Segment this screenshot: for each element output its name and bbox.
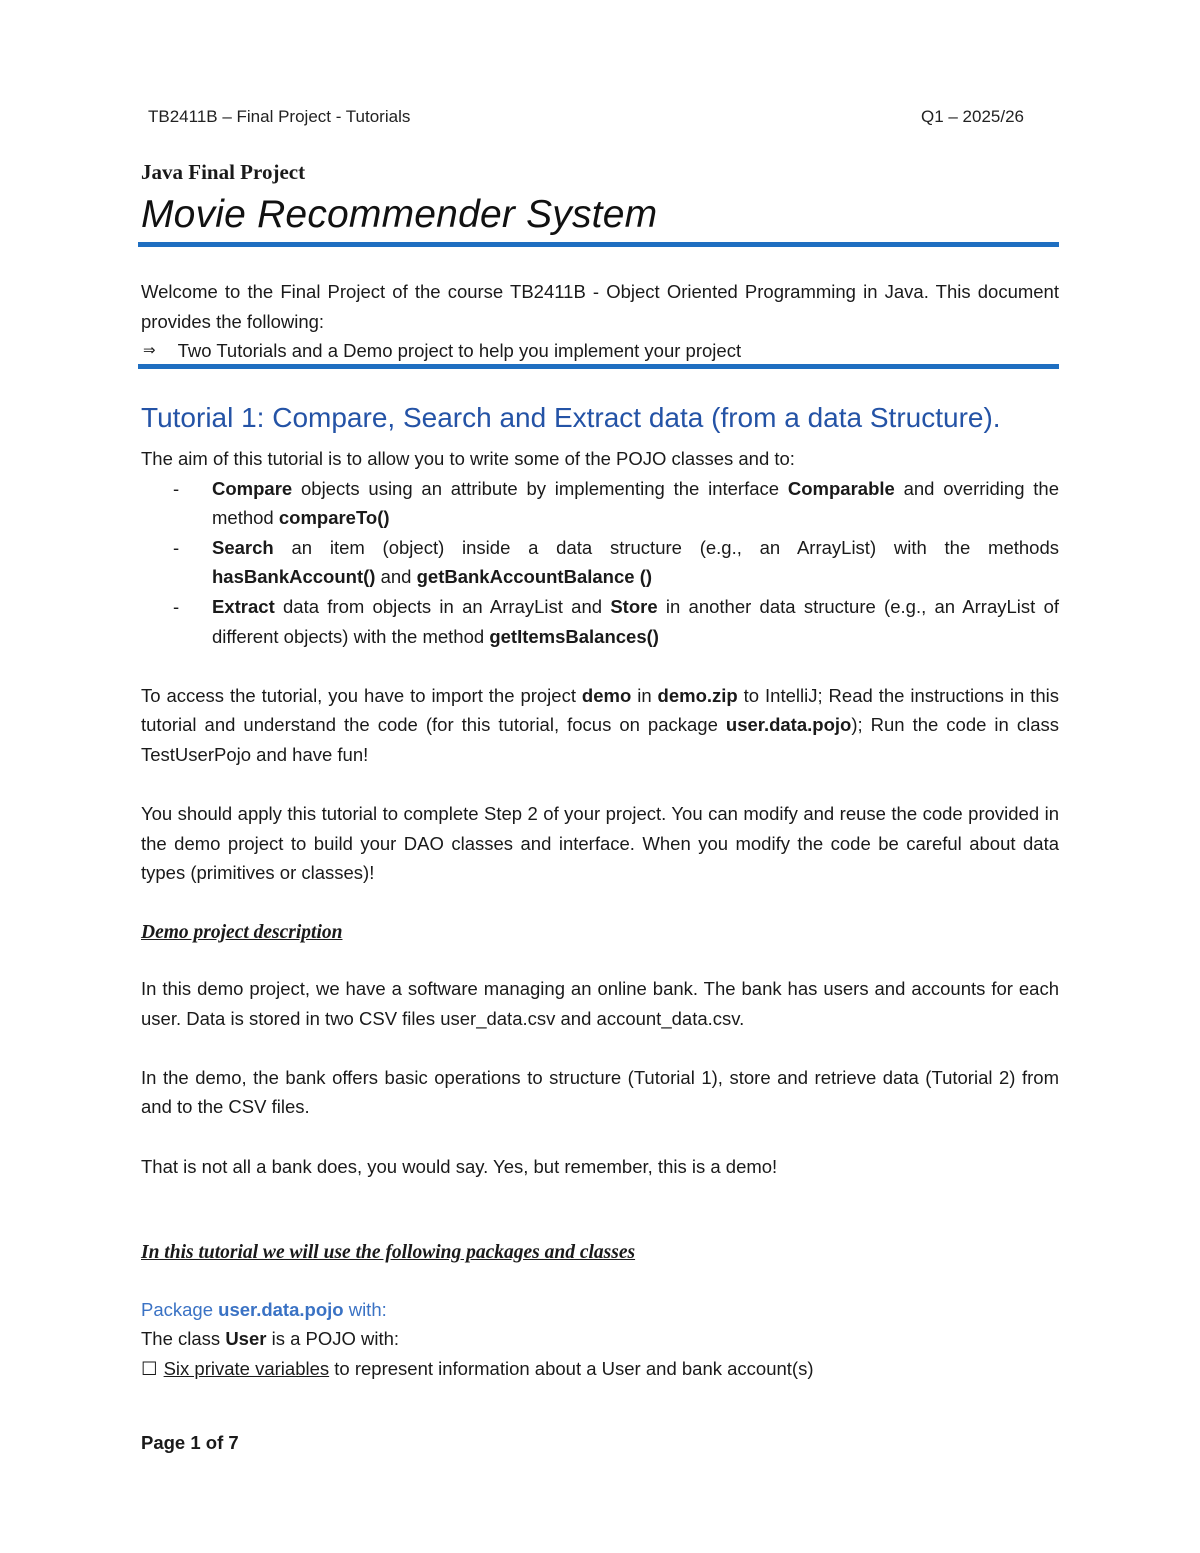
package-line: Package user.data.pojo with:: [141, 1298, 387, 1320]
demo-section-title: Demo project description: [141, 921, 343, 943]
extract-term: Extract: [212, 595, 275, 617]
doc-subtitle: Java Final Project: [141, 160, 306, 184]
demo-paragraph-2: In the demo, the bank offers basic operations to structure (Tutorial 1), store and retrieve data (Tutorial 2) from and to the CSV files.: [141, 1066, 1059, 1118]
store-term: Store: [610, 595, 658, 617]
package-name: user.data.pojo: [218, 1298, 344, 1320]
demo-zip-name: demo.zip: [657, 684, 738, 706]
list-item: - Search an item (object) inside a data structure (e.g., an ArrayList) with the methods hasBankAccount() and getBankAccountBalance (): [141, 533, 1059, 592]
list-item: - Extract data from objects in an ArrayList and Store in another data structure (e.g., an ArrayList of different objects) with the method getItemsBalances(): [141, 592, 1059, 651]
packages-section-title: In this tutorial we will use the following packages and classes: [141, 1242, 636, 1264]
arrow-item-text: Two Tutorials and a Demo project to help you implement your project: [177, 340, 742, 361]
hasbankaccount-method: hasBankAccount(): [212, 566, 376, 588]
bullet-dash: -: [173, 536, 180, 558]
class-name: User: [225, 1328, 267, 1350]
search-term: Search: [212, 536, 274, 558]
intro-text: Welcome to the Final Project of the course TB2411B - Object Oriented Programming in Java. This document provides the following:: [141, 281, 1059, 332]
header-term: Q1 – 2025/26: [920, 107, 1024, 126]
intro-rule: [138, 364, 1059, 369]
package-name: user.data.pojo: [725, 714, 852, 736]
access-paragraph: To access the tutorial, you have to import the project demo in demo.zip to IntelliJ; Read the instructions in this tutorial and understand the code (for this tutorial, focus on package user.data.pojo); Run the code in class TestUserPojo and have fun!: [141, 684, 1059, 765]
doc-title: Movie Recommender System: [141, 193, 658, 236]
tutorial1-body: [141, 444, 1059, 1384]
header-course: TB2411B – Final Project - Tutorials: [148, 107, 411, 126]
compare-term: Compare: [212, 477, 293, 499]
page-number: Page 1 of 7: [141, 1432, 239, 1453]
apply-paragraph: You should apply this tutorial to complete Step 2 of your project. You can modify and reuse the code provided in the demo project to build your DAO classes and interface. When you modify the code be careful about data types (primitives or classes)!: [141, 803, 1059, 884]
checkbox-icon: ☐: [141, 1358, 158, 1380]
tutorial1-heading: Tutorial 1: Compare, Search and Extract data (from a data Structure).: [141, 402, 1001, 433]
demo-project-name: demo: [581, 684, 632, 706]
getbankaccountbalance-method: getBankAccountBalance (): [416, 566, 653, 588]
getitemsbalances-method: getItemsBalances(): [489, 625, 659, 647]
title-rule: [138, 242, 1059, 247]
compareto-method: compareTo(): [278, 507, 390, 529]
list-item: - Compare objects using an attribute by implementing the interface Comparable and overriding the method compareTo(): [141, 474, 1059, 533]
comparable-term: Comparable: [787, 477, 895, 499]
arrow-icon: ⇒: [143, 342, 156, 359]
class-line: The class User is a POJO with:: [141, 1328, 400, 1350]
demo-paragraph-3: That is not all a bank does, you would say. Yes, but remember, this is a demo!: [141, 1155, 778, 1177]
bullet-dash: -: [173, 477, 180, 499]
variables-line: ☐ Six private variables to represent information about a User and bank account(s): [141, 1358, 814, 1380]
intro-paragraph: [141, 277, 1059, 336]
intro-arrow-item: [141, 336, 1059, 366]
bullet-dash: -: [173, 595, 180, 617]
demo-paragraph-1: In this demo project, we have a software managing an online bank. The bank has users and accounts for each user. Data is stored in two CSV files user_data.csv and account_data.csv.: [141, 978, 1059, 1029]
aim-text: The aim of this tutorial is to allow you to write some of the POJO classes and to:: [141, 448, 795, 469]
